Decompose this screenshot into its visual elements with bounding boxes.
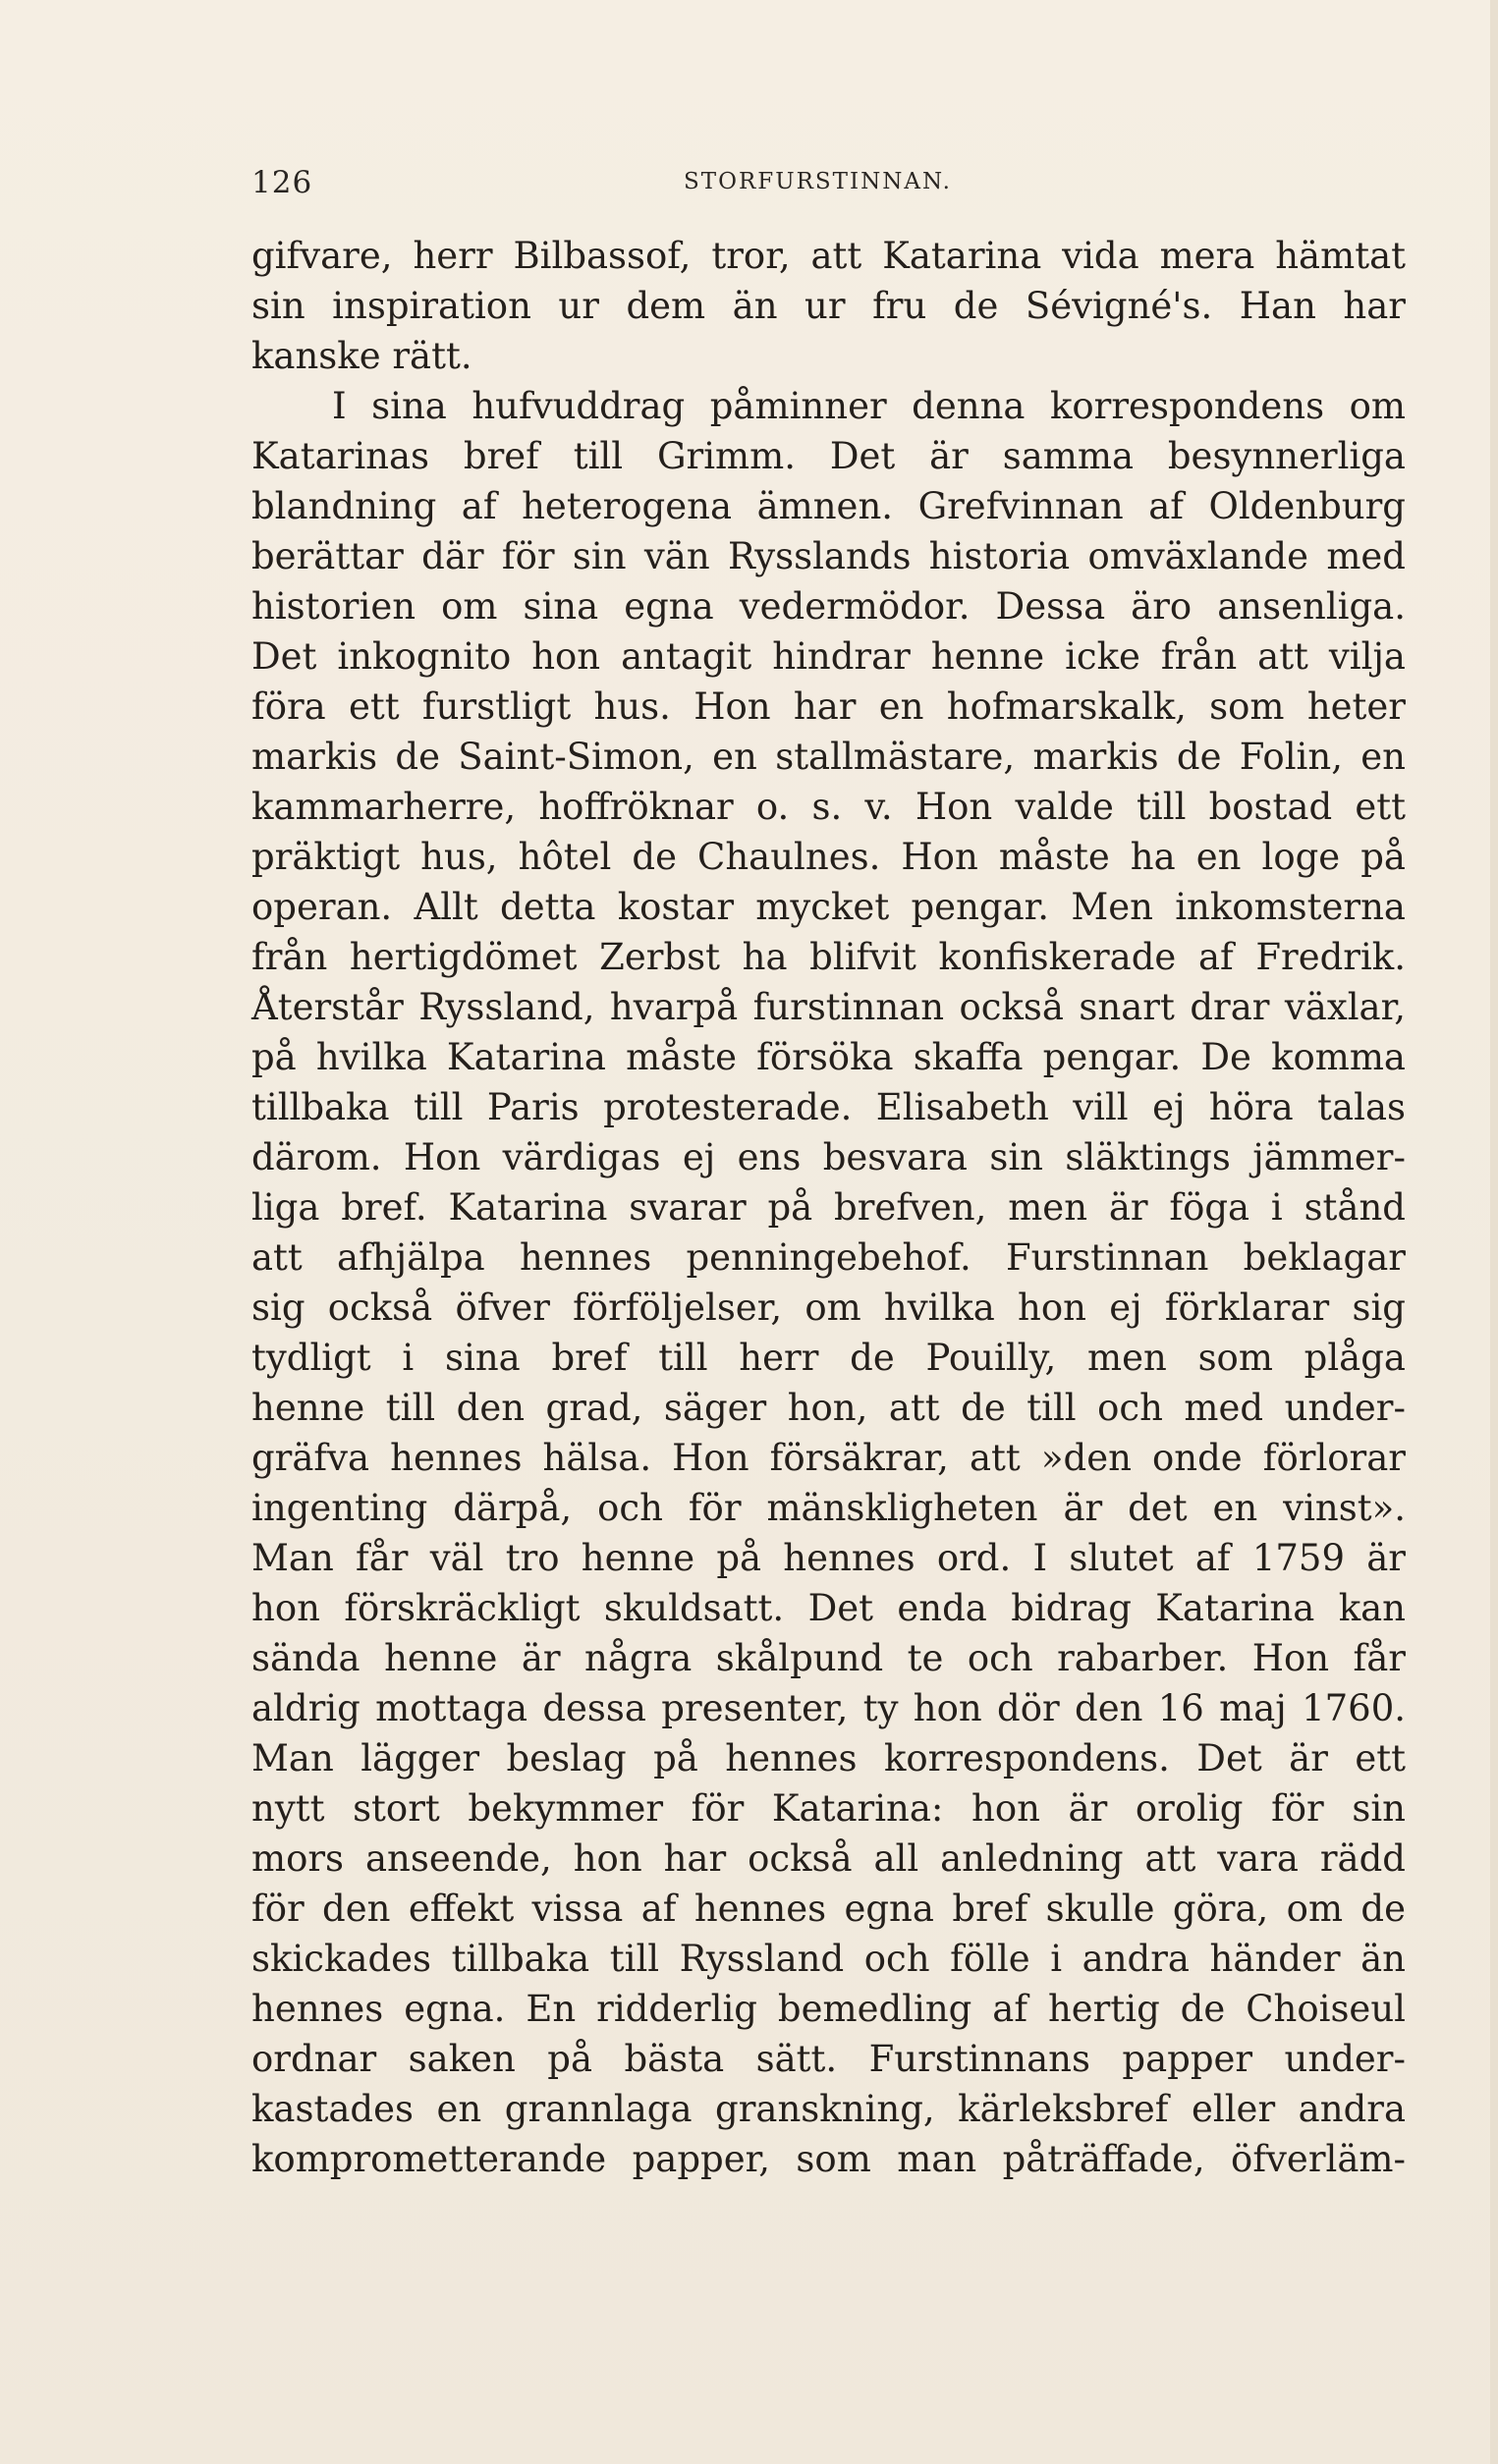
text-line: ordnar saken på bästa sätt. Furstinnans papper under-	[251, 2038, 1406, 2080]
text-line: för den effekt vissa af hennes egna bref skulle göra, om de	[251, 1888, 1406, 1930]
page-header	[251, 165, 998, 204]
text-line: sig också öfver förföljelser, om hvilka hon ej förklarar sig	[251, 1287, 1406, 1329]
text-line: därom. Hon värdigas ej ens besvara sin släktings jämmer-	[251, 1136, 1406, 1178]
page-number: 126	[251, 165, 313, 200]
text-line: Återstår Ryssland, hvarpå furstinnan också snart drar växlar,	[251, 986, 1406, 1028]
text-line: berättar där för sin vän Rysslands historia omväxlande med	[251, 535, 1406, 577]
text-line: att afhjälpa hennes penningebehof. Furstinnan beklagar	[251, 1236, 1406, 1279]
text-line: kammarherre, hoffröknar o. s. v. Hon valde till bostad ett	[251, 786, 1406, 828]
text-line: komprometterande papper, som man påträffade, öfverläm-	[251, 2138, 1406, 2180]
text-line: sin inspiration ur dem än ur fru de Sévigné's. Han har	[251, 285, 1406, 327]
text-line: kanske rätt.	[251, 335, 472, 377]
text-line: markis de Saint-Simon, en stallmästare, markis de Folin, en	[251, 736, 1406, 778]
text-line: föra ett furstligt hus. Hon har en hofmarskalk, som heter	[251, 685, 1406, 728]
text-line: på hvilka Katarina måste försöka skaffa pengar. De komma	[251, 1036, 1406, 1078]
text-line: kastades en grannlaga granskning, kärleksbref eller andra	[251, 2088, 1406, 2130]
text-line: gifvare, herr Bilbassof, tror, att Katarina vida mera hämtat	[251, 235, 1406, 277]
text-line: Man får väl tro henne på hennes ord. I slutet af 1759 är	[251, 1537, 1406, 1579]
text-line: aldrig mottaga dessa presenter, ty hon dör den 16 maj 1760.	[251, 1687, 1406, 1729]
text-line: nytt stort bekymmer för Katarina: hon är orolig för sin	[251, 1787, 1406, 1830]
text-line: Man lägger beslag på hennes korrespondens. Det är ett	[251, 1737, 1406, 1780]
text-line: hon förskräckligt skuldsatt. Det enda bidrag Katarina kan	[251, 1587, 1406, 1629]
running-head: STORFURSTINNAN.	[684, 169, 952, 194]
page-edge	[1490, 0, 1498, 2464]
text-line: tydligt i sina bref till herr de Pouilly, men som plåga	[251, 1337, 1406, 1379]
text-line: blandning af heterogena ämnen. Grefvinnan af Oldenburg	[251, 485, 1406, 527]
text-line: I sina hufvuddrag påminner denna korrespondens om	[332, 385, 1406, 427]
text-line: mors anseende, hon har också all anledning att vara rädd	[251, 1837, 1406, 1880]
text-line: ingenting därpå, och för mänskligheten är det en vinst».	[251, 1487, 1406, 1529]
text-line: präktigt hus, hôtel de Chaulnes. Hon måste ha en loge på	[251, 836, 1406, 878]
body-text	[251, 231, 1406, 2184]
text-line: skickades tillbaka till Ryssland och fölle i andra händer än	[251, 1938, 1406, 1980]
text-line: historien om sina egna vedermödor. Dessa äro ansenliga.	[251, 585, 1406, 628]
text-line: hennes egna. En ridderlig bemedling af hertig de Choiseul	[251, 1988, 1406, 2030]
text-line: henne till den grad, säger hon, att de till och med under-	[251, 1387, 1406, 1429]
text-line: operan. Allt detta kostar mycket pengar. Men inkomsterna	[251, 886, 1406, 928]
text-line: gräfva hennes hälsa. Hon försäkrar, att »den onde förlorar	[251, 1437, 1406, 1479]
text-line: liga bref. Katarina svarar på brefven, men är föga i stånd	[251, 1186, 1406, 1229]
text-line: Katarinas bref till Grimm. Det är samma besynnerliga	[251, 435, 1406, 477]
text-line: tillbaka till Paris protesterade. Elisabeth vill ej höra talas	[251, 1086, 1406, 1128]
text-line: från hertigdömet Zerbst ha blifvit konfiskerade af Fredrik.	[251, 936, 1406, 978]
text-line: sända henne är några skålpund te och rabarber. Hon får	[251, 1637, 1406, 1679]
text-line: Det inkognito hon antagit hindrar henne icke från att vilja	[251, 635, 1406, 678]
